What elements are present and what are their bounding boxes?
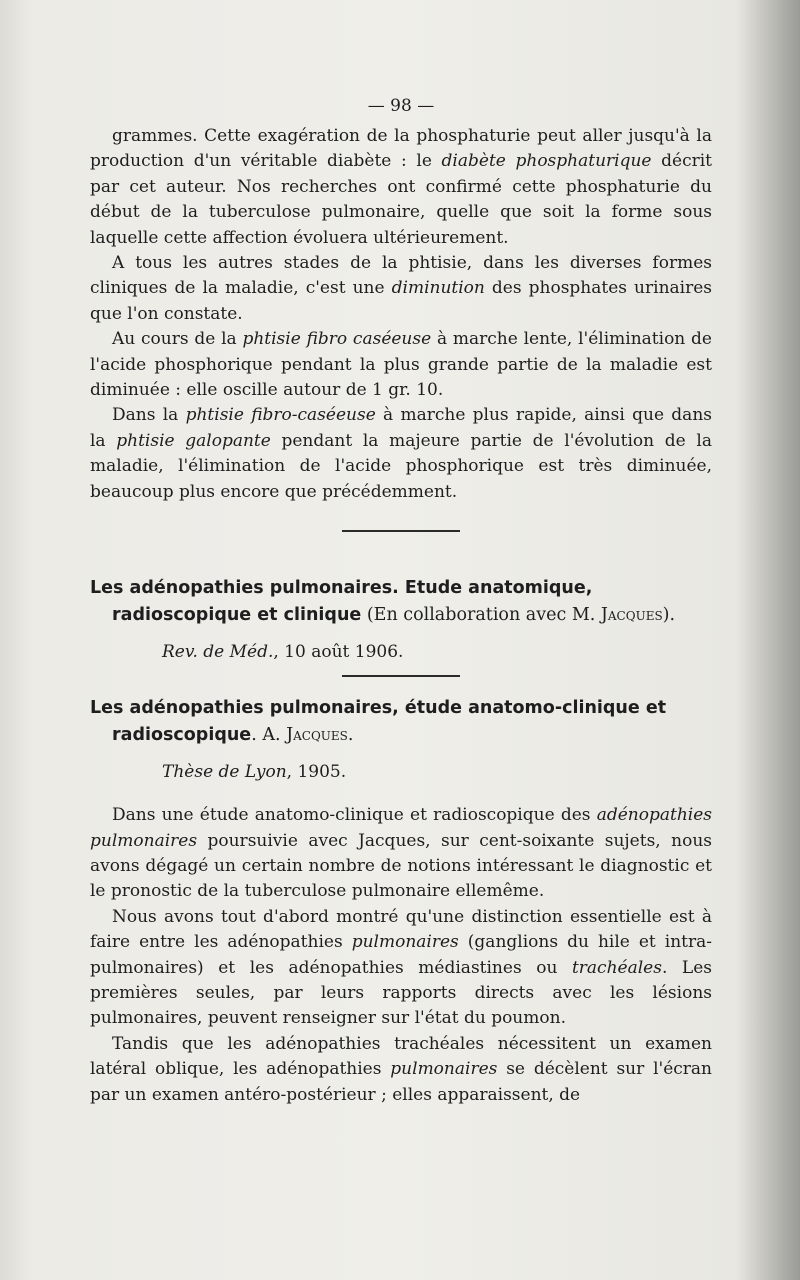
text-run: Dans la	[112, 405, 186, 426]
entry-1-source	[90, 639, 712, 665]
text-run: Dans une étude anatomo-clinique et radioscopique des	[112, 805, 597, 826]
text-run: . Les premières seules, par leurs rapports directs avec les lésions pulmonaires, peuvent renseigner sur l'état du poumon.	[90, 957, 712, 1029]
entry-1-journal: Rev. de Méd.	[162, 642, 274, 663]
text-run: se décèlent sur l'écran par un examen antéro-postérieur ; elles apparaissent, de	[90, 1059, 712, 1105]
text-run: grammes. Cette exagération de la phosphaturie peut aller jusqu'à la production d'un véritable diabète : le	[90, 126, 712, 172]
top-paragraph	[90, 327, 712, 403]
text-run: à marche plus rapide, ainsi que dans la	[90, 405, 712, 451]
text-run: (ganglions du hile et intra-pulmonaires) et les adénopathies médiastines ou	[90, 932, 712, 978]
page-number: — 98 —	[367, 96, 435, 116]
italic-term: pulmonaires	[351, 932, 459, 953]
entry-2-title-plain-b: .	[347, 725, 354, 746]
italic-term: pulmonaires	[390, 1059, 498, 1080]
text-run: A tous les autres stades de la phtisie, dans les diverses formes cliniques de la maladie, c'est une	[90, 253, 712, 299]
section-divider	[342, 675, 460, 677]
page-content	[90, 92, 712, 1108]
italic-term: phtisie fibro caséeuse	[242, 329, 432, 350]
text-run: Au cours de la	[112, 329, 243, 350]
top-paragraph	[90, 403, 712, 505]
bottom-paragraph	[90, 905, 712, 1032]
text-run: Tandis que les adénopathies trachéales nécessitent un examen latéral oblique, les adénopathies	[90, 1033, 712, 1080]
text-run: Nous avons tout d'abord montré qu'une distinction essentielle est à faire entre les adénopathies	[90, 906, 712, 953]
entry-1-title-plain-a: (En collaboration avec M.	[361, 605, 601, 626]
italic-term: adénopathies pulmonaires	[90, 805, 712, 851]
top-paragraph	[90, 251, 712, 327]
entry-2-date: , 1905.	[286, 762, 347, 783]
italic-term: diabète phosphaturique	[441, 151, 652, 172]
text-run: pendant la majeure partie de l'évolution de la maladie, l'élimination de l'acide phosphorique est très diminuée, beaucoup plus encore que précédemment.	[90, 430, 712, 502]
entry-2-title-plain-a: . A.	[251, 725, 287, 746]
italic-term: phtisie galopante	[116, 430, 271, 451]
entry-2-author: Jacques	[286, 725, 348, 746]
entry-1-title-plain-b: ).	[662, 605, 676, 626]
entry-1-title-bold: Les adénopathies pulmonaires. Etude anatomique, radioscopique et clinique	[90, 578, 593, 626]
top-paragraph	[90, 124, 712, 251]
italic-term: trachéales	[571, 957, 662, 978]
bottom-paragraph	[90, 803, 712, 905]
italic-term: phtisie fibro-caséeuse	[185, 405, 376, 426]
entry-1-date: , 10 août 1906.	[273, 642, 404, 663]
entry-2-title-bold: Les adénopathies pulmonaires, étude anatomo-clinique et radioscopique	[90, 698, 667, 746]
entry-2-source	[90, 759, 712, 785]
text-run: décrit par cet auteur. Nos recherches ont confirmé cette phosphaturie du début de la tuberculose pulmonaire, quelle que soit la forme sous laquelle cette affection évoluera ultérieurement.	[90, 151, 713, 248]
text-run: à marche lente, l'élimination de l'acide phosphorique pendant la plus grande partie de la maladie est diminuée : elle oscille autour de 1 gr. 10.	[90, 329, 712, 401]
entry-1-author: Jacques	[600, 605, 663, 626]
text-run: poursuivie avec Jacques, sur cent-soixante sujets, nous avons dégagé un certain nombre de notions intéressant le diagnostic et le pronostic de la tuberculose pulmonaire ellemême.	[90, 830, 712, 902]
text-run: des phosphates urinaires que l'on constate.	[90, 278, 713, 324]
entry-2-title	[90, 695, 712, 749]
body-text-bottom	[90, 803, 712, 1108]
body-text-top	[90, 124, 712, 505]
entry-2-journal: Thèse de Lyon	[162, 762, 287, 783]
bottom-paragraph	[90, 1032, 712, 1108]
section-divider	[342, 530, 460, 532]
entry-1-title	[90, 575, 712, 629]
italic-term: diminution	[391, 278, 485, 299]
